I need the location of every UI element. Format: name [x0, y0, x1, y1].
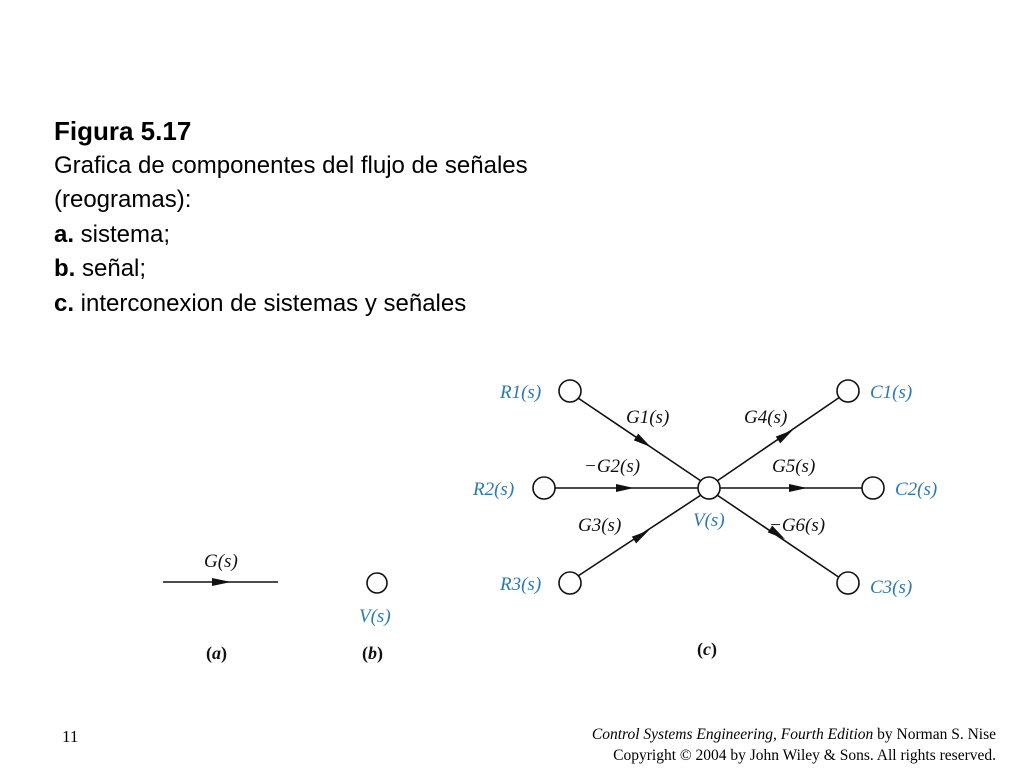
- arrow-r2-v: [616, 484, 634, 492]
- panel-c-interconnection: [472, 380, 937, 660]
- gain-g3: G3(s): [578, 515, 622, 536]
- panel-a-caption: (a): [206, 643, 227, 663]
- panel-c-caption: (c): [697, 639, 717, 659]
- label-v: V(s): [693, 510, 725, 531]
- node-r3: [559, 572, 581, 594]
- panel-c-letter: c: [703, 639, 711, 659]
- label-c3: C3(s): [870, 577, 913, 598]
- system-arrowhead: [212, 578, 231, 586]
- item-c-text: interconexion de sistemas y señales: [74, 289, 467, 317]
- panel-b-letter: b: [368, 643, 377, 663]
- item-a-label: a.: [54, 220, 75, 248]
- signal-node-label: V(s): [359, 606, 391, 627]
- item-b-text: señal;: [75, 255, 147, 282]
- copyright-notice: Copyright © 2004 by John Wiley & Sons. All rights reserved.: [613, 747, 996, 764]
- label-c1: C1(s): [870, 382, 913, 403]
- panel-b-caption: (b): [362, 643, 383, 663]
- book-credit-line: [592, 724, 996, 745]
- node-r2: [533, 477, 555, 499]
- panel-a-letter: a: [212, 643, 221, 663]
- book-credit: [592, 724, 996, 766]
- panel-a-system: [163, 551, 278, 664]
- book-title: Control Systems Engineering, Fourth Edition: [591, 726, 874, 743]
- page-number: 11: [62, 727, 79, 746]
- item-a-text: sistema;: [74, 220, 171, 248]
- gain-g6: −G6(s): [769, 515, 826, 536]
- panel-b-signal: [359, 573, 391, 664]
- gain-g1: G1(s): [626, 407, 670, 428]
- book-author: by Norman S. Nise: [873, 726, 996, 743]
- gain-g5: G5(s): [772, 456, 816, 477]
- item-c-label: c.: [54, 289, 75, 317]
- label-r1: R1(s): [500, 382, 542, 403]
- node-c3: [837, 572, 859, 594]
- node-c2: [862, 477, 884, 499]
- arrow-v-c2: [789, 484, 807, 492]
- gain-g4: G4(s): [744, 407, 788, 428]
- gain-g2: −G2(s): [584, 456, 641, 477]
- label-r3: R3(s): [500, 574, 542, 595]
- node-r1: [559, 380, 581, 402]
- caption-line-1: Grafica de componentes del flujo de señales: [54, 151, 528, 179]
- node-c1: [837, 380, 859, 402]
- label-r2: R2(s): [473, 479, 515, 500]
- arrow-r1-v: [634, 434, 653, 451]
- node-v: [698, 477, 720, 499]
- signal-node: [367, 573, 387, 593]
- label-c2: C2(s): [895, 479, 938, 500]
- item-b-label: b.: [54, 255, 76, 282]
- system-gain-label: G(s): [204, 551, 238, 572]
- caption-line-2: (reogramas):: [54, 186, 192, 213]
- figure-title: Figura 5.17: [54, 116, 192, 146]
